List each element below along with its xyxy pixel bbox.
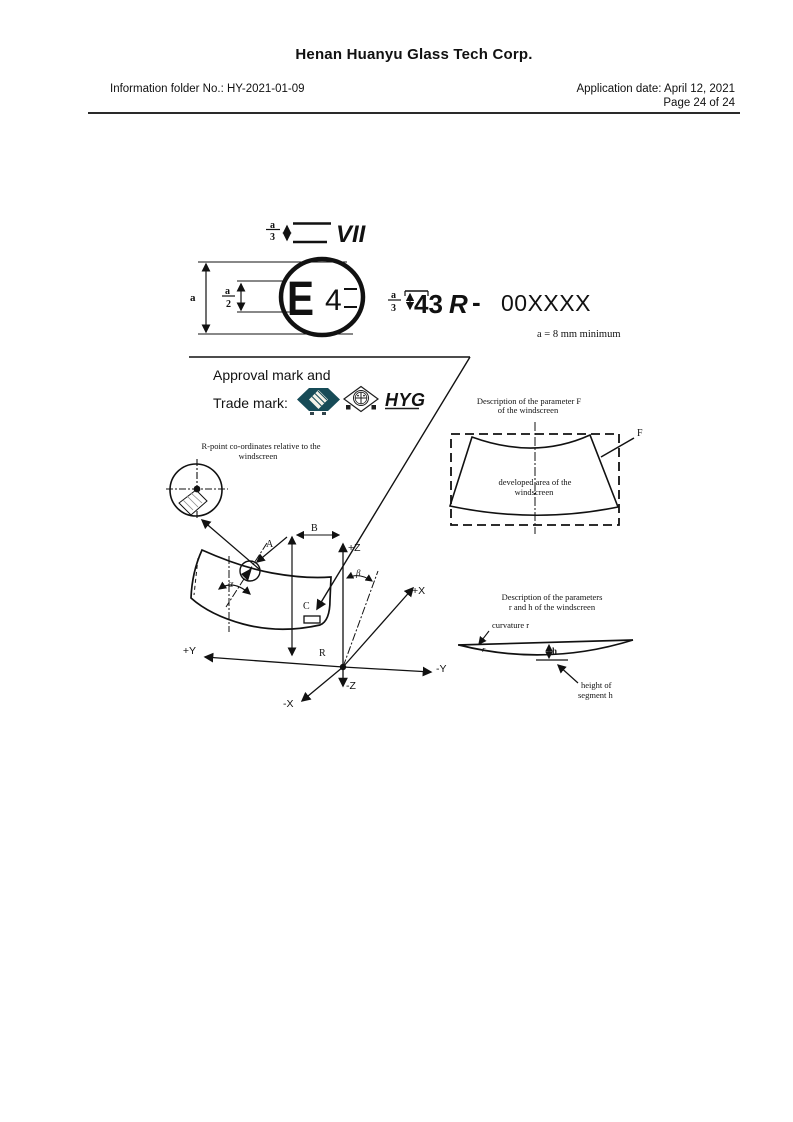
- frac-a3-num: a: [270, 220, 275, 231]
- size-note: a = 8 mm minimum: [537, 329, 621, 340]
- height-of-label-line2: segment h: [578, 690, 613, 700]
- approval-caption-line2: Trade mark:: [213, 395, 288, 411]
- trademark-logo-cert: [344, 387, 378, 412]
- param-rh-title-line1: Description of the parameters: [501, 592, 603, 602]
- page-number: Page 24 of 24: [663, 97, 735, 109]
- regulation-dash: -: [472, 287, 481, 317]
- param-rh-title-line2: r and h of the windscreen: [508, 602, 596, 612]
- param-f-title-line1: Description of the parameter F: [476, 396, 582, 406]
- point-r-label: R: [319, 648, 326, 659]
- e-mark-group: [190, 259, 363, 335]
- approval-caption-line1: Approval mark and: [213, 367, 331, 383]
- r-label: r: [482, 644, 486, 654]
- application-date: Application date: April 12, 2021: [576, 83, 735, 95]
- developed-area-line1: developed area of the: [498, 477, 572, 487]
- param-f-diagram: [450, 396, 643, 534]
- country-number: 4: [325, 284, 342, 317]
- height-of-label-line1: height of: [581, 680, 612, 690]
- beta-label: β: [356, 568, 361, 578]
- approval-number: 00XXXX: [501, 290, 591, 316]
- regulation-letter: R: [449, 289, 468, 319]
- point-b-label: B: [311, 523, 318, 534]
- information-folder-no: Information folder No.: HY-2021-01-09: [110, 83, 305, 95]
- axis-neg-z-label: -Z: [346, 680, 356, 692]
- rpoint-title-line2: windscreen: [238, 451, 278, 461]
- frac-a2-num: a: [225, 286, 230, 297]
- curvature-label: curvature r: [492, 620, 530, 630]
- rpoint-detail-circle: [166, 459, 228, 520]
- frac-a3b-den: 3: [391, 303, 396, 314]
- regulation-number: 43: [414, 289, 443, 319]
- axis-pos-y: +Y: [182, 645, 196, 657]
- axis-neg-x: -X: [283, 698, 294, 710]
- developed-area-line2: windscreen: [514, 487, 554, 497]
- dim-a-label: a: [190, 292, 196, 304]
- param-f-label: F: [637, 428, 643, 439]
- developed-windscreen-outline: [450, 435, 618, 515]
- frac-a2-den: 2: [226, 299, 231, 310]
- param-f-title-line2: of the windscreen: [497, 405, 559, 415]
- trademark-section: [213, 367, 426, 415]
- rpoint-diagram: [166, 441, 447, 710]
- company-title: Henan Huanyu Glass Tech Corp.: [295, 46, 533, 63]
- rpoint-title-line1: R-point co-ordinates relative to the: [201, 441, 321, 451]
- point-a-label: A: [266, 539, 274, 550]
- hyg-wordmark: HYG: [385, 390, 426, 410]
- frac-a3b-num: a: [391, 290, 396, 301]
- alpha-label: α: [228, 579, 234, 590]
- param-rh-diagram: [458, 592, 633, 700]
- trademark-logo-huanyu: [297, 388, 340, 415]
- axis-pos-x: +X: [412, 585, 426, 597]
- approval-code-group: [388, 287, 621, 340]
- glass-class-mark: [266, 220, 367, 248]
- axis-pos-z-label: +Z: [348, 542, 361, 554]
- frac-a3-den: 3: [270, 232, 275, 243]
- point-c-label: C: [303, 601, 310, 612]
- class-vii-label: VII: [336, 221, 366, 248]
- trademark-logo-hyg: [385, 390, 426, 410]
- axis-neg-y: -Y: [436, 663, 447, 675]
- e-letter: E: [287, 273, 314, 326]
- h-label: h: [552, 646, 558, 656]
